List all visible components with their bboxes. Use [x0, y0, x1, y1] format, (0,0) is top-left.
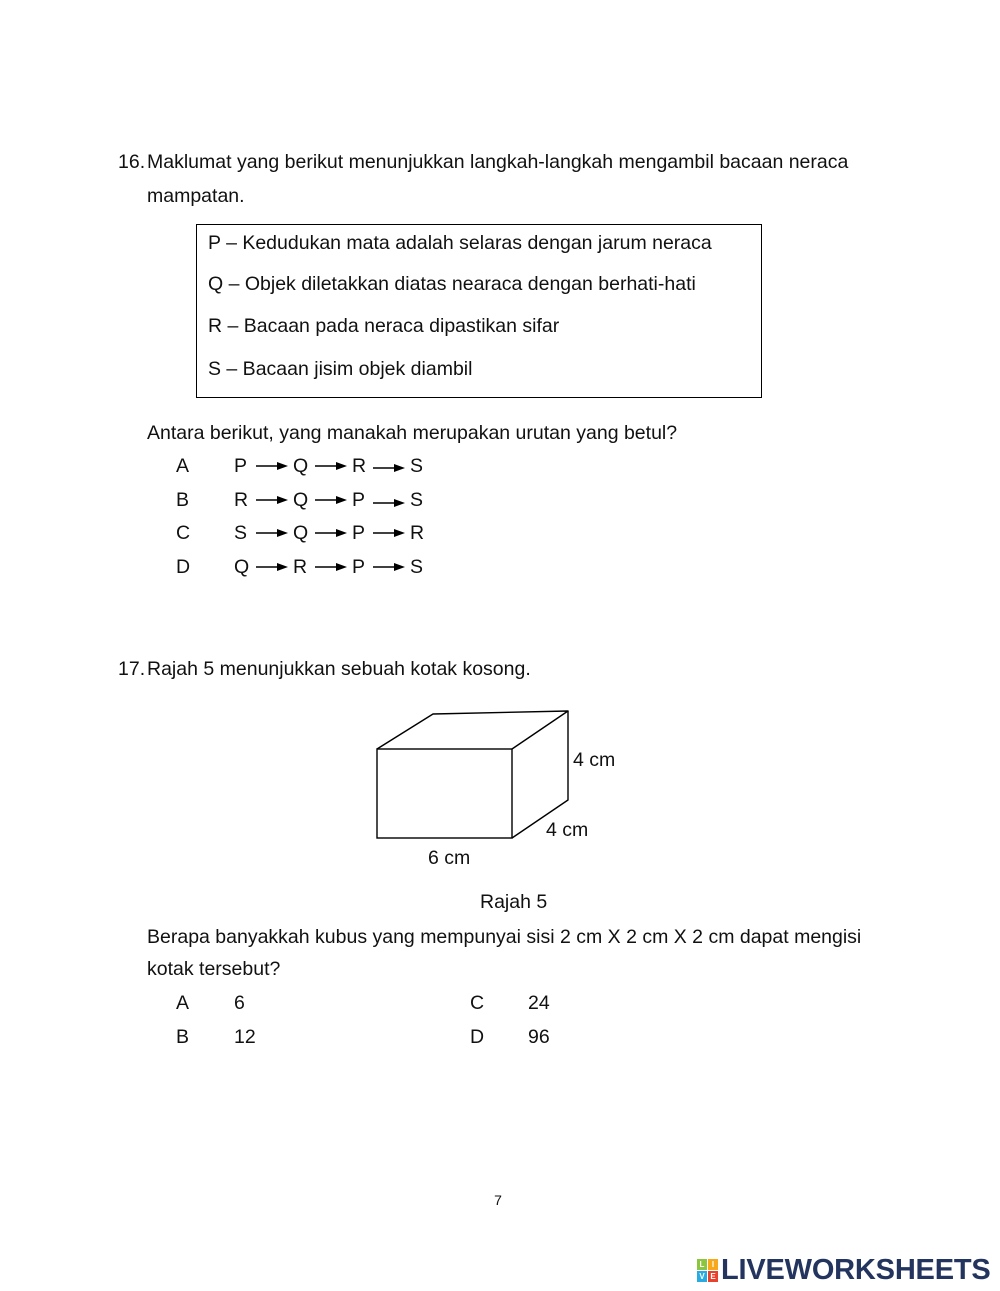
q16-stem-line-2: mampatan.	[147, 185, 245, 207]
q16-option-b[interactable]	[170, 489, 430, 511]
logo-icon-cell: E	[708, 1271, 718, 1282]
q16-step-p: P – Kedudukan mata adalah selaras dengan jarum neraca	[208, 232, 712, 254]
option-label: A	[176, 992, 190, 1014]
option-label: A	[176, 455, 190, 477]
logo-icon-cell: I	[708, 1259, 718, 1270]
arrow-right-icon	[373, 527, 405, 539]
q16-step-q: Q – Objek diletakkan diatas nearaca dengan berhati-hati	[208, 273, 696, 295]
q17-option-b[interactable]	[170, 1026, 290, 1048]
logo-text: LIVEWORKSHEETS	[721, 1254, 991, 1286]
box-height-label: 4 cm	[573, 749, 616, 771]
logo-icon	[697, 1259, 718, 1282]
arrow-right-icon	[315, 460, 347, 472]
arrow-right-icon	[315, 494, 347, 506]
q17-stem: Rajah 5 menunjukkan sebuah kotak kosong.	[147, 658, 531, 680]
option-label: B	[176, 489, 190, 511]
option-value: 96	[528, 1026, 550, 1048]
sequence-item: Q	[293, 455, 309, 477]
sequence-item: P	[234, 455, 248, 477]
arrow-right-icon	[373, 497, 405, 509]
q16-number: 16.	[118, 151, 146, 173]
option-label: D	[176, 556, 191, 578]
q16-stem-line-1: Maklumat yang berikut menunjukkan langkah-langkah mengambil bacaan neraca	[147, 151, 849, 173]
option-label: C	[470, 992, 485, 1014]
sequence-item: S	[410, 489, 424, 511]
option-value: 12	[234, 1026, 256, 1048]
liveworksheets-logo[interactable]	[697, 1256, 991, 1284]
arrow-right-icon	[256, 527, 288, 539]
sequence-item: P	[352, 489, 366, 511]
q17-question-line-2: kotak tersebut?	[147, 958, 281, 980]
arrow-right-icon	[256, 494, 288, 506]
q17-option-d[interactable]	[464, 1026, 584, 1048]
sequence-item: R	[352, 455, 367, 477]
page-number: 7	[494, 1192, 502, 1208]
option-label: B	[176, 1026, 190, 1048]
q16-option-d[interactable]	[170, 556, 430, 578]
q16-prompt: Antara berikut, yang manakah merupakan urutan yang betul?	[147, 422, 678, 444]
arrow-right-icon	[256, 460, 288, 472]
arrow-right-icon	[256, 561, 288, 573]
sequence-item: Q	[234, 556, 250, 578]
logo-icon-cell: L	[697, 1259, 707, 1270]
option-label: D	[470, 1026, 485, 1048]
box-front-face	[377, 749, 512, 838]
sequence-item: P	[352, 522, 366, 544]
arrow-right-icon	[373, 561, 405, 573]
q17-option-c[interactable]	[464, 992, 584, 1014]
arrow-right-icon	[315, 561, 347, 573]
q17-question-line-1: Berapa banyakkah kubus yang mempunyai sisi 2 cm X 2 cm X 2 cm dapat mengisi	[147, 926, 862, 948]
arrow-right-icon	[315, 527, 347, 539]
sequence-item: S	[234, 522, 248, 544]
sequence-item: R	[410, 522, 425, 544]
q16-step-s: S – Bacaan jisim objek diambil	[208, 358, 473, 380]
box-top-face	[377, 711, 568, 749]
sequence-item: S	[410, 455, 424, 477]
q17-option-a[interactable]	[170, 992, 290, 1014]
sequence-item: P	[352, 556, 366, 578]
option-label: C	[176, 522, 191, 544]
sequence-item: Q	[293, 522, 309, 544]
q16-option-a[interactable]	[170, 455, 430, 477]
q16-step-r: R – Bacaan pada neraca dipastikan sifar	[208, 315, 560, 337]
option-value: 24	[528, 992, 550, 1014]
logo-icon-cell: V	[697, 1271, 707, 1282]
q16-option-c[interactable]	[170, 522, 430, 544]
box-length-label: 6 cm	[428, 847, 471, 869]
sequence-item: S	[410, 556, 424, 578]
q17-number: 17.	[118, 658, 146, 680]
figure-caption: Rajah 5	[480, 891, 548, 913]
box-depth-label: 4 cm	[546, 819, 589, 841]
sequence-item: R	[234, 489, 249, 511]
sequence-item: R	[293, 556, 308, 578]
sequence-item: Q	[293, 489, 309, 511]
arrow-right-icon	[373, 462, 405, 474]
option-value: 6	[234, 992, 245, 1014]
